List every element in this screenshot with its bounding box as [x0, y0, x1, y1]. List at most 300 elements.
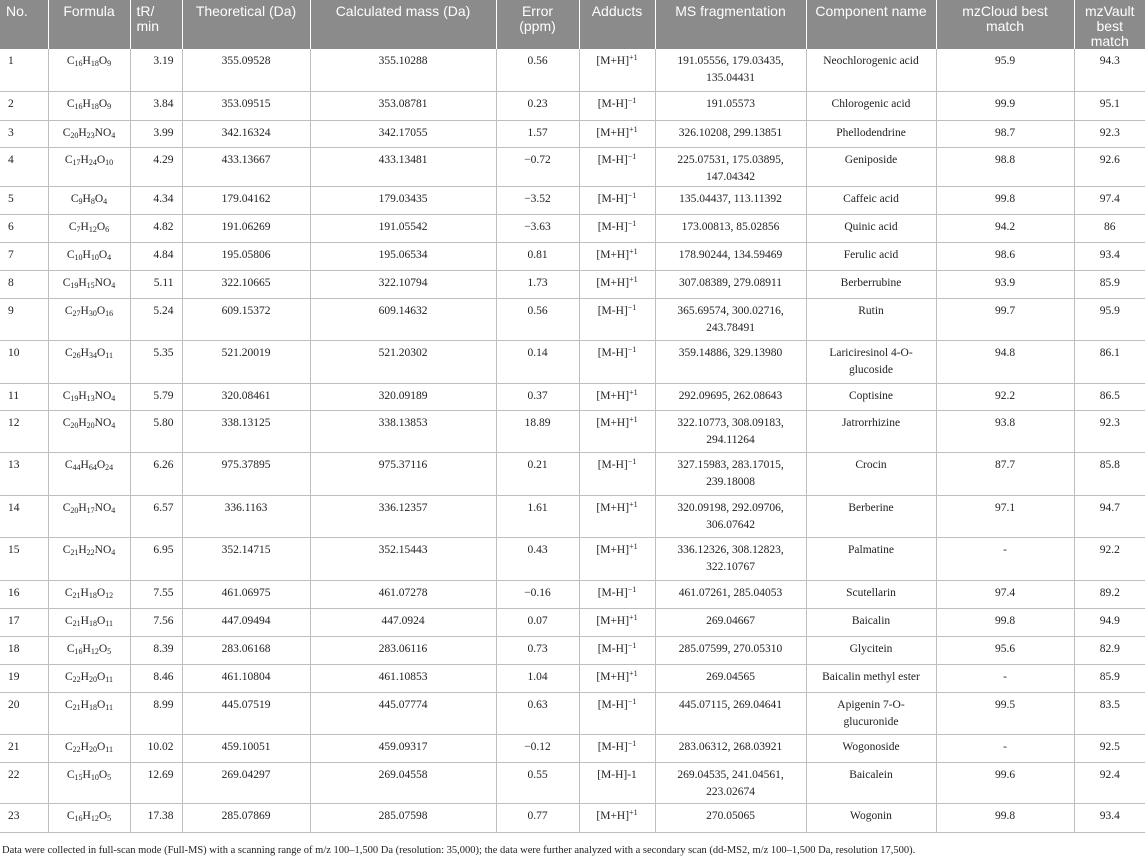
cell-adducts — [579, 242, 655, 270]
cell-formula — [48, 298, 130, 340]
cell-theoretical: 195.05806 — [182, 242, 310, 270]
cell-no: 1 — [0, 49, 48, 91]
cell-theoretical: 269.04297 — [182, 762, 310, 803]
table-row — [0, 692, 1145, 734]
cell-mzvault: 83.5 — [1074, 692, 1145, 734]
cell-formula — [48, 762, 130, 803]
cell-formula — [48, 242, 130, 270]
cell-ms-fragmentation: 191.05573 — [655, 91, 806, 120]
formula-element: C — [66, 97, 75, 110]
cell-adducts — [579, 537, 655, 580]
formula-count: 15 — [74, 772, 83, 782]
adduct-charge: −1 — [627, 151, 637, 161]
cell-component-name: Palmatine — [806, 537, 936, 580]
cell-ms-fragmentation: 326.10208, 299.13851 — [655, 120, 806, 147]
formula-element: C — [62, 389, 71, 402]
formula-element: O — [96, 614, 106, 627]
cell-tr: 7.55 — [130, 580, 182, 608]
formula-element: O — [98, 97, 108, 110]
cell-tr: 5.11 — [130, 270, 182, 298]
cell-tr: 8.46 — [130, 664, 182, 692]
cell-no: 14 — [0, 495, 48, 537]
formula-element: C — [62, 126, 71, 139]
formula-count: 18 — [88, 618, 97, 628]
formula-count: 23 — [86, 130, 95, 140]
formula-element: C — [66, 248, 75, 261]
formula-element: H — [80, 304, 89, 317]
cell-ms-fragmentation: 322.10773, 308.09183, 294.11264 — [655, 410, 806, 452]
cell-ms-fragmentation: 173.00813, 85.02856 — [655, 214, 806, 242]
table-row — [0, 270, 1145, 298]
cell-formula — [48, 608, 130, 636]
formula-element: H — [80, 153, 89, 166]
formula-element: O — [96, 220, 106, 233]
cell-formula — [48, 120, 130, 147]
cell-theoretical: 461.06975 — [182, 580, 310, 608]
cell-formula — [48, 580, 130, 608]
formula-element: H — [82, 55, 91, 67]
cell-tr: 3.99 — [130, 120, 182, 147]
formula-element: C — [64, 586, 73, 599]
cell-calculated-mass: 285.07598 — [310, 803, 496, 832]
formula-element: NO — [94, 543, 112, 556]
cell-component-name: Baicalein — [806, 762, 936, 803]
cell-component-name: Chlorogenic acid — [806, 91, 936, 120]
formula-count: 12 — [90, 646, 99, 656]
cell-error: −3.52 — [496, 186, 579, 214]
formula-element: C — [65, 740, 73, 753]
cell-formula — [48, 147, 130, 186]
formula-count: 27 — [72, 308, 81, 318]
cell-theoretical: 521.20019 — [182, 340, 310, 383]
formula-count: 9 — [107, 59, 112, 68]
formula-count: 16 — [74, 101, 83, 111]
cell-tr: 6.57 — [130, 495, 182, 537]
cell-mzvault: 85.9 — [1074, 664, 1145, 692]
table-row — [0, 410, 1145, 452]
formula-count: 19 — [70, 393, 79, 403]
formula-element: NO — [94, 501, 112, 514]
formula-element: O — [96, 670, 106, 683]
formula-element: H — [78, 389, 87, 402]
cell-tr: 17.38 — [130, 803, 182, 832]
cell-ms-fragmentation: 307.08389, 279.08911 — [655, 270, 806, 298]
formula-element: O — [96, 304, 106, 317]
cell-no: 13 — [0, 452, 48, 495]
adduct-base: [M+H] — [596, 809, 630, 822]
adduct-base: [M+H] — [596, 543, 630, 556]
cell-mzcloud: 92.2 — [936, 383, 1074, 410]
formula-element: O — [98, 55, 108, 67]
cell-mzcloud: 87.7 — [936, 452, 1074, 495]
cell-error: 0.77 — [496, 803, 579, 832]
cell-calculated-mass: 336.12357 — [310, 495, 496, 537]
cell-no: 6 — [0, 214, 48, 242]
cell-mzcloud: - — [936, 664, 1074, 692]
cell-theoretical: 975.37895 — [182, 452, 310, 495]
cell-theoretical: 320.08461 — [182, 383, 310, 410]
table-row — [0, 580, 1145, 608]
cell-error: 0.81 — [496, 242, 579, 270]
cell-mzcloud: 95.9 — [936, 49, 1074, 91]
cell-formula — [48, 410, 130, 452]
formula-count: 24 — [88, 157, 97, 167]
table-row — [0, 49, 1145, 91]
cell-calculated-mass: 320.09189 — [310, 383, 496, 410]
cell-tr: 5.35 — [130, 340, 182, 383]
cell-component-name: Rutin — [806, 298, 936, 340]
cell-mzvault: 92.4 — [1074, 762, 1145, 803]
cell-error: 0.55 — [496, 762, 579, 803]
cell-error: −3.63 — [496, 214, 579, 242]
cell-calculated-mass: 353.08781 — [310, 91, 496, 120]
cell-no: 2 — [0, 91, 48, 120]
cell-error: −0.16 — [496, 580, 579, 608]
cell-tr: 4.29 — [130, 147, 182, 186]
cell-no: 21 — [0, 734, 48, 762]
formula-count: 20 — [88, 674, 97, 684]
adduct-base: [M+H] — [596, 501, 630, 514]
cell-tr: 5.24 — [130, 298, 182, 340]
header-theoretical: Theoretical (Da) — [182, 0, 310, 49]
cell-theoretical: 447.09494 — [182, 608, 310, 636]
cell-adducts — [579, 608, 655, 636]
cell-calculated-mass: 459.09317 — [310, 734, 496, 762]
cell-mzcloud: 99.6 — [936, 762, 1074, 803]
formula-element: O — [96, 740, 106, 753]
table-row — [0, 734, 1145, 762]
cell-component-name: Lariciresinol 4-O-glucoside — [806, 340, 936, 383]
cell-mzcloud: 94.2 — [936, 214, 1074, 242]
cell-formula — [48, 383, 130, 410]
cell-mzvault: 93.4 — [1074, 242, 1145, 270]
formula-count: 21 — [70, 547, 79, 557]
formula-element: C — [64, 304, 73, 317]
formula-element: H — [80, 740, 89, 753]
cell-adducts — [579, 49, 655, 91]
formula-element: NO — [94, 416, 112, 429]
cell-component-name: Wogonin — [806, 803, 936, 832]
formula-count: 20 — [88, 744, 97, 754]
cell-no: 8 — [0, 270, 48, 298]
cell-ms-fragmentation: 269.04535, 241.04561, 223.02674 — [655, 762, 806, 803]
adduct-charge: +1 — [629, 612, 638, 622]
cell-no: 19 — [0, 664, 48, 692]
adduct-base: [M+H] — [596, 248, 630, 261]
cell-calculated-mass: 269.04558 — [310, 762, 496, 803]
adduct-base: [M+H] — [596, 614, 630, 627]
formula-count: 11 — [105, 702, 113, 712]
cell-calculated-mass: 461.07278 — [310, 580, 496, 608]
formula-count: 4 — [111, 505, 116, 515]
cell-formula — [48, 270, 130, 298]
formula-count: 17 — [72, 157, 81, 167]
cell-error: 0.07 — [496, 608, 579, 636]
formula-count: 24 — [105, 462, 114, 472]
formula-element: NO — [94, 389, 112, 402]
cell-adducts — [579, 298, 655, 340]
adduct-charge: −1 — [627, 218, 637, 228]
formula-count: 4 — [107, 252, 112, 262]
cell-error: 0.56 — [496, 298, 579, 340]
formula-count: 11 — [105, 744, 113, 754]
cell-formula — [48, 537, 130, 580]
cell-mzcloud: 99.8 — [936, 608, 1074, 636]
formula-element: NO — [94, 126, 112, 139]
cell-component-name: Wogonoside — [806, 734, 936, 762]
cell-mzvault: 92.6 — [1074, 147, 1145, 186]
cell-formula — [48, 214, 130, 242]
cell-no: 15 — [0, 537, 48, 580]
formula-element: C — [70, 192, 79, 205]
adduct-charge: −1 — [627, 696, 637, 706]
cell-no: 23 — [0, 803, 48, 832]
formula-count: 12 — [88, 224, 97, 234]
formula-count: 10 — [90, 772, 99, 782]
cell-error: 0.56 — [496, 49, 579, 91]
table-row — [0, 495, 1145, 537]
adduct-base: [M-H] — [597, 153, 628, 166]
formula-count: 10 — [90, 252, 99, 262]
cell-component-name: Glycitein — [806, 636, 936, 664]
cell-formula — [48, 734, 130, 762]
formula-count: 16 — [74, 646, 83, 656]
formula-element: O — [98, 248, 108, 261]
adduct-charge: +1 — [629, 807, 638, 817]
cell-theoretical: 191.06269 — [182, 214, 310, 242]
table-header-row — [0, 0, 1145, 49]
cell-component-name: Ferulic acid — [806, 242, 936, 270]
cell-mzvault: 94.7 — [1074, 495, 1145, 537]
cell-component-name: Caffeic acid — [806, 186, 936, 214]
cell-adducts — [579, 270, 655, 298]
formula-element: O — [96, 586, 106, 599]
cell-adducts — [579, 636, 655, 664]
cell-calculated-mass: 191.05542 — [310, 214, 496, 242]
cell-component-name: Quinic acid — [806, 214, 936, 242]
cell-calculated-mass: 352.15443 — [310, 537, 496, 580]
cell-mzvault: 95.1 — [1074, 91, 1145, 120]
cell-mzvault: 86.1 — [1074, 340, 1145, 383]
formula-count: 16 — [105, 308, 114, 318]
cell-mzcloud: 98.7 — [936, 120, 1074, 147]
cell-formula — [48, 49, 130, 91]
formula-count: 16 — [74, 813, 83, 823]
cell-calculated-mass: 283.06116 — [310, 636, 496, 664]
table-row — [0, 803, 1145, 832]
formula-element: C — [62, 416, 71, 429]
cell-calculated-mass: 342.17055 — [310, 120, 496, 147]
header-calculated-mass: Calculated mass (Da) — [310, 0, 496, 49]
cell-ms-fragmentation: 359.14886, 329.13980 — [655, 340, 806, 383]
cell-calculated-mass: 322.10794 — [310, 270, 496, 298]
adduct-base: [M-H] — [597, 586, 628, 599]
cell-adducts — [579, 340, 655, 383]
formula-element: C — [65, 698, 73, 711]
cell-ms-fragmentation: 191.05556, 179.03435, 135.04431 — [655, 49, 806, 91]
cell-adducts — [579, 186, 655, 214]
header-no: No. — [0, 0, 48, 49]
adduct-base: [M+H] — [596, 55, 630, 67]
cell-tr: 6.95 — [130, 537, 182, 580]
formula-count: 4 — [111, 130, 116, 140]
adduct-charge: −1 — [627, 738, 637, 748]
cell-mzvault: 85.8 — [1074, 452, 1145, 495]
formula-count: 19 — [70, 280, 79, 290]
cell-no: 16 — [0, 580, 48, 608]
formula-count: 10 — [105, 157, 114, 167]
formula-element: O — [98, 768, 108, 781]
cell-tr: 12.69 — [130, 762, 182, 803]
cell-adducts — [579, 580, 655, 608]
formula-element: H — [80, 698, 89, 711]
cell-ms-fragmentation: 178.90244, 134.59469 — [655, 242, 806, 270]
formula-count: 11 — [105, 350, 113, 360]
cell-theoretical: 352.14715 — [182, 537, 310, 580]
formula-count: 9 — [78, 196, 83, 206]
formula-element: O — [96, 698, 106, 711]
cell-no: 18 — [0, 636, 48, 664]
adduct-base: [M-H] — [597, 740, 628, 753]
formula-element: O — [98, 642, 108, 655]
formula-element: C — [66, 768, 75, 781]
formula-element: C — [66, 55, 75, 67]
cell-formula — [48, 452, 130, 495]
cell-mzvault: 94.9 — [1074, 608, 1145, 636]
adduct-charge: +1 — [629, 668, 638, 678]
formula-count: 20 — [70, 130, 79, 140]
adduct-charge: +1 — [629, 541, 638, 551]
cell-mzcloud: 99.5 — [936, 692, 1074, 734]
cell-error: 0.23 — [496, 91, 579, 120]
cell-component-name: Phellodendrine — [806, 120, 936, 147]
formula-count: 21 — [72, 702, 81, 712]
cell-no: 12 — [0, 410, 48, 452]
formula-count: 11 — [105, 674, 113, 684]
formula-count: 13 — [86, 393, 95, 403]
table-row — [0, 537, 1145, 580]
formula-element: H — [82, 97, 91, 110]
table-row — [0, 147, 1145, 186]
cell-mzcloud: - — [936, 734, 1074, 762]
cell-error: 0.63 — [496, 692, 579, 734]
cell-ms-fragmentation: 283.06312, 268.03921 — [655, 734, 806, 762]
cell-component-name: Coptisine — [806, 383, 936, 410]
formula-count: 30 — [88, 308, 97, 318]
formula-element: H — [80, 220, 89, 233]
formula-element: O — [96, 153, 106, 166]
cell-mzvault: 95.9 — [1074, 298, 1145, 340]
cell-calculated-mass: 461.10853 — [310, 664, 496, 692]
cell-mzvault: 92.2 — [1074, 537, 1145, 580]
cell-tr: 5.79 — [130, 383, 182, 410]
cell-calculated-mass: 445.07774 — [310, 692, 496, 734]
adduct-base: [M+H] — [596, 389, 630, 402]
cell-mzcloud: 99.8 — [936, 803, 1074, 832]
formula-count: 18 — [88, 590, 97, 600]
cell-calculated-mass: 433.13481 — [310, 147, 496, 186]
formula-count: 44 — [72, 462, 81, 472]
formula-element: H — [80, 346, 89, 359]
cell-mzcloud: 93.8 — [936, 410, 1074, 452]
formula-element: H — [80, 458, 89, 471]
formula-count: 34 — [88, 350, 97, 360]
cell-mzcloud: 97.1 — [936, 495, 1074, 537]
cell-component-name: Crocin — [806, 452, 936, 495]
cell-mzvault: 82.9 — [1074, 636, 1145, 664]
cell-mzvault: 94.3 — [1074, 49, 1145, 91]
cell-ms-fragmentation: 327.15983, 283.17015, 239.18008 — [655, 452, 806, 495]
cell-theoretical: 322.10665 — [182, 270, 310, 298]
cell-no: 17 — [0, 608, 48, 636]
adduct-base: [M-H] — [597, 698, 628, 711]
table-row — [0, 664, 1145, 692]
adduct-charge: +1 — [629, 274, 638, 284]
formula-element: O — [94, 192, 104, 205]
adduct-base: [M-H] — [597, 192, 628, 205]
cell-mzcloud: - — [936, 537, 1074, 580]
formula-count: 7 — [76, 224, 81, 234]
formula-count: 5 — [107, 813, 112, 823]
cell-ms-fragmentation: 365.69574, 300.02716, 243.78491 — [655, 298, 806, 340]
formula-count: 64 — [88, 462, 97, 472]
formula-count: 22 — [72, 674, 81, 684]
formula-count: 8 — [90, 196, 95, 206]
table-row — [0, 298, 1145, 340]
cell-calculated-mass: 195.06534 — [310, 242, 496, 270]
cell-theoretical: 285.07869 — [182, 803, 310, 832]
cell-ms-fragmentation: 135.04437, 113.11392 — [655, 186, 806, 214]
formula-count: 4 — [103, 196, 108, 206]
formula-count: 20 — [70, 420, 79, 430]
cell-error: 0.73 — [496, 636, 579, 664]
adduct-charge: −1 — [627, 456, 637, 466]
formula-count: 12 — [105, 590, 114, 600]
table-row — [0, 214, 1145, 242]
cell-mzvault: 89.2 — [1074, 580, 1145, 608]
cell-mzvault: 93.4 — [1074, 803, 1145, 832]
adduct-base: [M-H] — [597, 642, 628, 655]
cell-adducts — [579, 803, 655, 832]
cell-error: 1.04 — [496, 664, 579, 692]
cell-ms-fragmentation: 270.05065 — [655, 803, 806, 832]
formula-count: 21 — [72, 590, 81, 600]
cell-adducts — [579, 495, 655, 537]
adduct-base: [M+H] — [596, 276, 630, 289]
cell-adducts — [579, 734, 655, 762]
formula-element: NO — [94, 276, 112, 289]
formula-count: 11 — [105, 618, 113, 628]
cell-tr: 8.99 — [130, 692, 182, 734]
adduct-charge: −1 — [627, 190, 637, 200]
table-row — [0, 636, 1145, 664]
adduct-base: [M-H] — [597, 458, 628, 471]
cell-theoretical: 179.04162 — [182, 186, 310, 214]
cell-mzcloud: 93.9 — [936, 270, 1074, 298]
cell-formula — [48, 495, 130, 537]
cell-mzvault: 97.4 — [1074, 186, 1145, 214]
cell-component-name: Baicalin methyl ester — [806, 664, 936, 692]
cell-tr: 4.84 — [130, 242, 182, 270]
formula-element: H — [78, 276, 87, 289]
cell-ms-fragmentation: 285.07599, 270.05310 — [655, 636, 806, 664]
cell-error: 0.14 — [496, 340, 579, 383]
formula-element: O — [98, 809, 108, 822]
cell-calculated-mass: 609.14632 — [310, 298, 496, 340]
cell-theoretical: 433.13667 — [182, 147, 310, 186]
cell-formula — [48, 91, 130, 120]
formula-count: 20 — [86, 420, 95, 430]
